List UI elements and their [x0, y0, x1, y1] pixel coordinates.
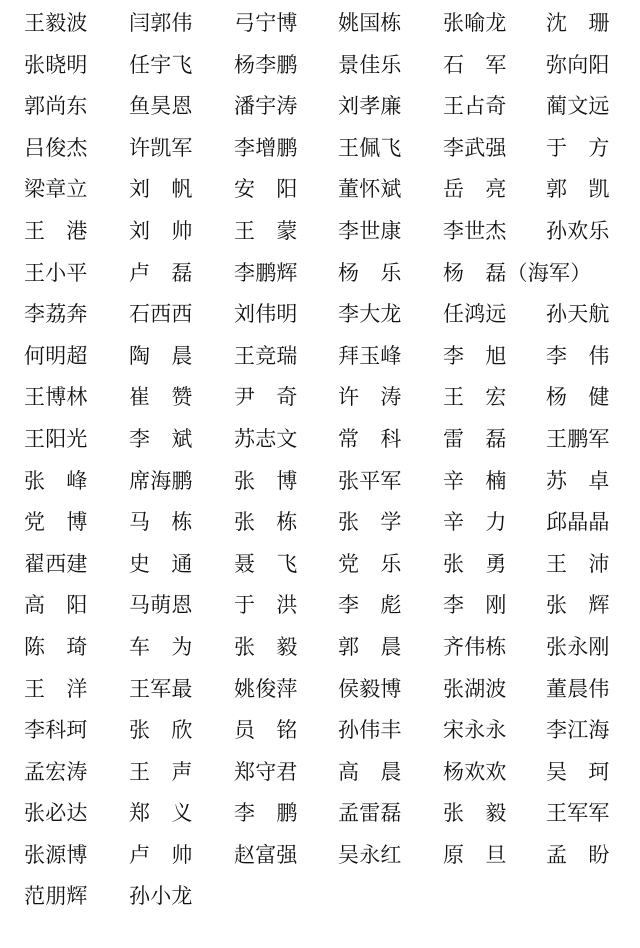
name-entry: 吴永红: [338, 842, 402, 867]
name-entry: 张喻龙: [443, 11, 507, 35]
name-entry: 张平军: [338, 468, 402, 493]
name-entry: 张晓明: [24, 52, 88, 77]
name-row: [24, 793, 634, 835]
name-entry: 员 铭: [234, 718, 298, 743]
name-entry: 董怀斌: [338, 177, 402, 202]
name-entry: 孙欢乐: [546, 218, 610, 243]
name-entry: 许凯军: [129, 135, 193, 160]
name-entry: 王鹏军: [546, 426, 610, 451]
name-entry: 张源博: [24, 842, 88, 867]
name-entry: 李大龙: [338, 302, 402, 327]
name-entry: 张 勇: [443, 551, 507, 576]
name-entry: 尹 奇: [234, 385, 298, 410]
name-entry: 李 彪: [338, 593, 402, 618]
name-entry: 郑守君: [234, 759, 298, 784]
name-entry: 张 峰: [24, 468, 88, 493]
name-entry: 范朋辉: [24, 884, 88, 909]
name-entry: 王小平: [24, 260, 88, 285]
name-entry: 许 涛: [338, 385, 402, 410]
name-entry: 雷 磊: [443, 426, 507, 451]
name-entry: 孙天航: [546, 302, 610, 327]
name-entry: 刘 帆: [129, 177, 193, 202]
name-entry: 张 栋: [234, 510, 298, 535]
name-entry: 辛 力: [443, 510, 507, 535]
name-entry: 聂 飞: [234, 551, 298, 576]
name-entry: 高 阳: [24, 593, 88, 618]
name-entry: 李增鹏: [234, 135, 298, 160]
name-entry: 李世康: [338, 218, 402, 243]
name-entry: 王占奇: [443, 94, 507, 119]
name-entry: 孟宏涛: [24, 759, 88, 784]
name-row: [24, 294, 634, 336]
name-entry: 吕俊杰: [24, 135, 88, 160]
name-entry: 李科珂: [24, 718, 88, 743]
name-entry: 于 方: [546, 135, 610, 160]
name-entry: 张 毅: [234, 634, 298, 659]
name-entry: 杨 乐: [338, 260, 402, 285]
name-entry: 刘伟明: [234, 302, 298, 327]
name-entry: 安 阳: [234, 177, 298, 202]
name-entry: 王 宏: [443, 385, 507, 410]
name-row: [24, 461, 634, 503]
name-entry: 李 斌: [129, 426, 193, 451]
name-entry: 陶 晨: [129, 343, 193, 368]
name-entry: 李世杰: [443, 218, 507, 243]
name-row: [24, 3, 634, 45]
name-entry: 王阳光: [24, 426, 88, 451]
name-entry: 刘孝廉: [338, 94, 402, 119]
name-entry: 史 通: [129, 551, 193, 576]
name-row: [24, 336, 634, 378]
name-entry: 王 沛: [546, 551, 610, 576]
name-row: [24, 710, 634, 752]
name-entry: 李荔奔: [24, 302, 88, 327]
name-entry: 王 蒙: [234, 218, 298, 243]
name-entry: 常 科: [338, 426, 402, 451]
name-entry: 郭 凯: [546, 177, 610, 202]
name-entry: 苏 卓: [546, 468, 610, 493]
name-entry: 高 晨: [338, 759, 402, 784]
name-entry: 苏志文: [234, 426, 298, 451]
name-entry: 姚国栋: [338, 11, 402, 35]
name-entry: 宋永永: [443, 718, 507, 743]
name-entry: 王军最: [129, 676, 193, 701]
name-entry: 姚俊萍: [234, 676, 298, 701]
name-entry: 于 洪: [234, 593, 298, 618]
name-entry: 梁章立: [24, 177, 88, 202]
name-entry: 卢 帅: [129, 842, 193, 867]
name-row: [24, 253, 634, 295]
name-entry: 沈 珊: [546, 11, 610, 35]
name-entry: 王佩飞: [338, 135, 402, 160]
name-entry: 王 声: [129, 759, 193, 784]
name-entry: 吴 珂: [546, 759, 610, 784]
name-row: [24, 128, 634, 170]
name-entry: 邱晶晶: [546, 510, 610, 535]
name-entry: 党 乐: [338, 551, 402, 576]
name-entry: 杨欢欢: [443, 759, 507, 784]
name-entry: 刘 帅: [129, 218, 193, 243]
name-row: [24, 876, 634, 918]
name-entry: 拜玉峰: [338, 343, 402, 368]
name-entry: 陈 琦: [24, 634, 88, 659]
name-row: [24, 502, 634, 544]
name-entry: 张 毅: [443, 801, 507, 826]
name-row: [24, 169, 634, 211]
name-entry: 郭 晨: [338, 634, 402, 659]
name-entry: 席海鹏: [129, 468, 193, 493]
name-entry: 弥向阳: [546, 52, 610, 77]
name-entry: 潘宇涛: [234, 94, 298, 119]
name-entry: 卢 磊: [129, 260, 193, 285]
name-entry: 李江海: [546, 718, 610, 743]
name-entry: 马 栋: [129, 510, 193, 535]
name-entry: 张湖波: [443, 676, 507, 701]
name-entry: 孙小龙: [129, 884, 193, 909]
name-entry: 翟西建: [24, 551, 88, 576]
name-entry: 赵富强: [234, 842, 298, 867]
name-entry: 任鸿远: [443, 302, 507, 327]
name-row: [24, 86, 634, 128]
name-entry: 张 学: [338, 510, 402, 535]
name-entry: 王军军: [546, 801, 610, 826]
name-entry: 王毅波: [24, 11, 88, 35]
name-entry: 孙伟丰: [338, 718, 402, 743]
name-entry: 李 鹏: [234, 801, 298, 826]
name-entry: 张 辉: [546, 593, 610, 618]
name-entry: 张必达: [24, 801, 88, 826]
name-entry: 王 港: [24, 218, 88, 243]
name-entry: 李 旭: [443, 343, 507, 368]
name-entry: 辛 楠: [443, 468, 507, 493]
name-entry: 岳 亮: [443, 177, 507, 202]
name-entry: 张 博: [234, 468, 298, 493]
name-row: [24, 585, 634, 627]
name-entry: 张永刚: [546, 634, 610, 659]
name-entry: 石西西: [129, 302, 193, 327]
name-row: [24, 669, 634, 711]
name-entry: 石 军: [443, 52, 507, 77]
name-entry: 杨 健: [546, 385, 610, 410]
name-row: [24, 419, 634, 461]
name-row: [24, 45, 634, 87]
name-entry: 闫郭伟: [129, 11, 193, 35]
name-entry: 王博林: [24, 385, 88, 410]
name-entry: 张 欣: [129, 718, 193, 743]
name-entry: 侯毅博: [338, 676, 402, 701]
name-entry: 郭尚东: [24, 94, 88, 119]
name-entry: 鱼昊恩: [129, 94, 193, 119]
name-entry: 弓宁博: [234, 11, 298, 35]
name-entry: 任宇飞: [129, 52, 193, 77]
name-entry: 郑 义: [129, 801, 193, 826]
name-entry: 景佳乐: [338, 52, 402, 77]
name-entry: 李 伟: [546, 343, 610, 368]
name-row: [24, 835, 634, 877]
name-entry: 杨李鹏: [234, 52, 298, 77]
name-entry: 董晨伟: [546, 676, 610, 701]
name-entry: 李武强: [443, 135, 507, 160]
name-entry: 何明超: [24, 343, 88, 368]
name-entry: 孟 盼: [546, 842, 610, 867]
name-entry: 原 旦: [443, 842, 507, 867]
name-entry: 崔 赞: [129, 385, 193, 410]
name-entry: 孟雷磊: [338, 801, 402, 826]
name-row: [24, 377, 634, 419]
name-entry: 蔺文远: [546, 94, 610, 119]
name-entry: 杨 磊（海军）: [443, 260, 592, 285]
name-row: [24, 752, 634, 794]
name-entry: 齐伟栋: [443, 634, 507, 659]
name-list: [24, 3, 634, 918]
name-entry: 车 为: [129, 634, 193, 659]
name-row: [24, 211, 634, 253]
name-entry: 王竞瑞: [234, 343, 298, 368]
name-row: [24, 627, 634, 669]
name-entry: 李 刚: [443, 593, 507, 618]
name-entry: 马萌恩: [129, 593, 193, 618]
name-entry: 党 博: [24, 510, 88, 535]
name-entry: 李鹏辉: [234, 260, 298, 285]
name-entry: 王 洋: [24, 676, 88, 701]
name-row: [24, 544, 634, 586]
